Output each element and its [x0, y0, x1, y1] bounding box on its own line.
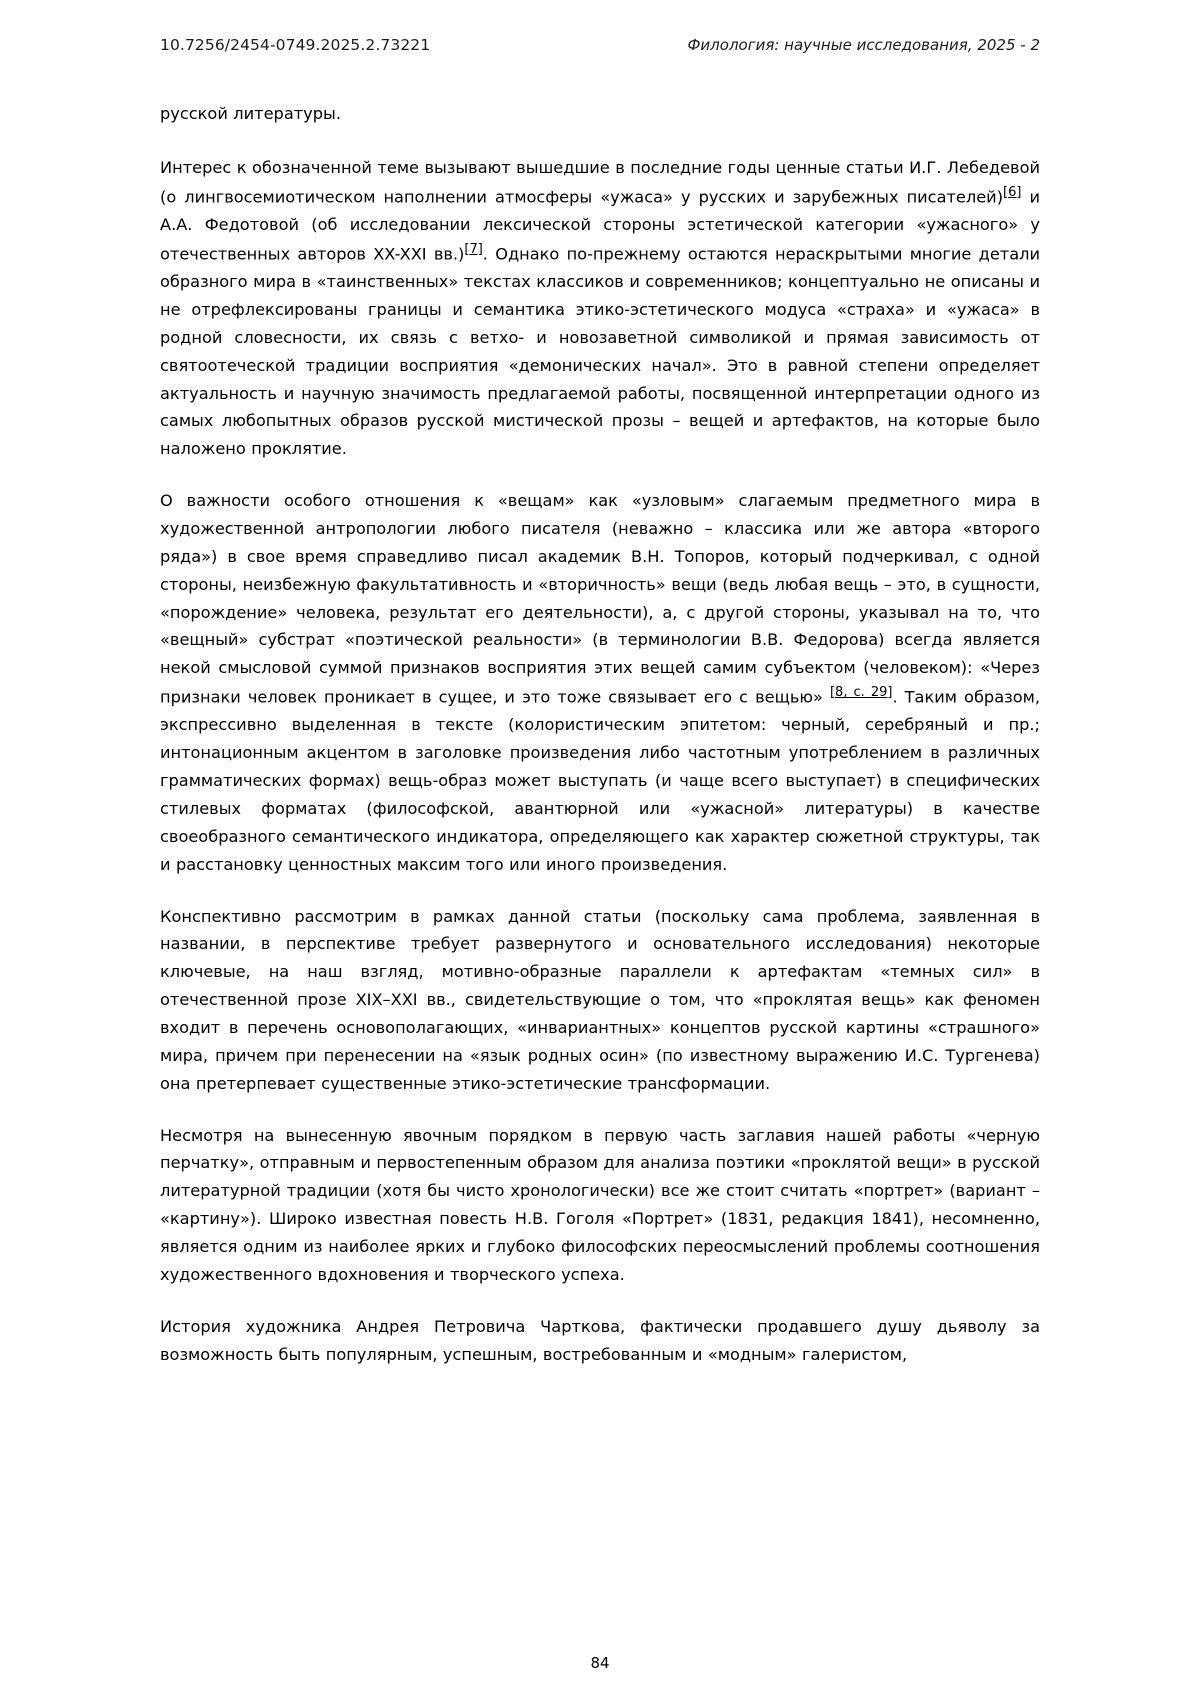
paragraph-2 [160, 487, 1040, 878]
paragraph-1 [160, 154, 1040, 463]
paragraph-1-part-a: Интерес к обозначенной теме вызывают вышедшие в последние годы ценные статьи И.Г. Лебедевой (о лингвосемиотическом наполнении атмосферы «ужаса» у русских и зарубежных писателей) [160, 157, 1040, 207]
page-footer [0, 1654, 1200, 1672]
page-number: 84 [590, 1654, 610, 1672]
article-body [160, 100, 1040, 1368]
citation-reference-7[interactable]: [7] [464, 241, 483, 257]
paragraph-4: Несмотря на вынесенную явочным порядком в первую часть заглавия нашей работы «черную перчатку», отправным и первостепенным образом для анализа поэтики «проклятой вещи» в русской литературной традиции (хотя бы чисто хронологически) все же стоит считать «портрет» (вариант – «картину»). Широко известная повесть Н.В. Гоголя «Портрет» (1831, редакция 1841), несомненно, является одним из наиболее ярких и глубоко философских переосмыслений проблемы соотношения художественного вдохновения и творческого успеха. [160, 1125, 1040, 1284]
paragraph-3: Конспективно рассмотрим в рамках данной статьи (поскольку сама проблема, заявленная в названии, в перспективе требует развернутого и основательного исследования) некоторые ключевые, на наш взгляд, мотивно-образные параллели к артефактам «темных сил» в отечественной прозе XIX–XXI вв., свидетельствующие о том, что «проклятая вещь» как феномен входит в перечень основополагающих, «инвариантных» концептов русской картины «страшного» мира, причем при перенесении на «язык родных осин» (по известному выражению И.С. Тургенева) она претерпевает существенные этико-эстетические трансформации. [160, 906, 1040, 1093]
paragraph-continuation: русской литературы. [160, 104, 341, 123]
doi-identifier: 10.7256/2454-0749.2025.2.73221 [160, 36, 431, 54]
paragraph-2-part-b: . Таким образом, экспрессивно выделенная в тексте (колористическим эпитетом: черный, серебряный и пр.; интонационным акцентом в заголовке произведения либо частотным употреблением в различных грамматических формах) вещь-образ может выступать (и чаще всего выступает) в специфических стилевых форматах (философской, авантюрной или «ужасной» литературы) в качестве своеобразного семантического индикатора, определяющего как характер сюжетной структуры, так и расстановку ценностных максим того или иного произведения. [160, 687, 1040, 874]
paragraph-1-part-b: и А.А. Федотовой (об исследовании лексической стороны эстетической категории «ужасного» у отечественных авторов XX-XXI вв.) [160, 187, 1041, 264]
citation-reference-6[interactable]: [6] [1003, 184, 1022, 200]
paragraph-2-part-a: О важности особого отношения к «вещам» как «узловым» слагаемым предметного мира в художественной антропологии любого писателя (неважно – классика или же автора «второго ряда») в свое время справедливо писал академик В.Н. Топоров, который подчеркивал, с одной стороны, неизбежную факультативность и «вторичность» вещи (ведь любая вещь – это, в сущности, «порождение» человека, результат его деятельности), а, с другой стороны, указывал на то, что «вещный» субстрат «поэтической реальности» (в терминологии В.В. Федорова) всегда является некой смысловой суммой признаков восприятия этих вещей самим субъектом (человеком): «Через признаки человек проникает в сущее, и это тоже связывает его с вещью» [160, 491, 1040, 707]
paragraph-5: История художника Андрея Петровича Чарткова, фактически продавшего душу дьяволу за возможность быть популярным, успешным, востребованным и «модным» галеристом, [160, 1316, 1040, 1364]
journal-issue-label: Филология: научные исследования, 2025 - 2 [687, 36, 1040, 54]
citation-reference-8[interactable]: [8, с. 29] [829, 685, 893, 701]
page-header [160, 36, 1040, 54]
paragraph-1-part-c: . Однако по-прежнему остаются нераскрытыми многие детали образного мира в «таинственных» текстах классиков и современников; концептуально не описаны и не отрефлексированы границы и семантика этико-эстетического модуса «страха» и «ужаса» в родной словесности, их связь с ветхо- и новозаветной символикой и прямая зависимость от святоотеческой традиции восприятия «демонических начал». Это в равной степени определяет актуальность и научную значимость предлагаемой работы, посвященной интерпретации одного из самых любопытных образов русской мистической прозы – вещей и артефактов, на которые было наложено проклятие. [160, 244, 1041, 459]
